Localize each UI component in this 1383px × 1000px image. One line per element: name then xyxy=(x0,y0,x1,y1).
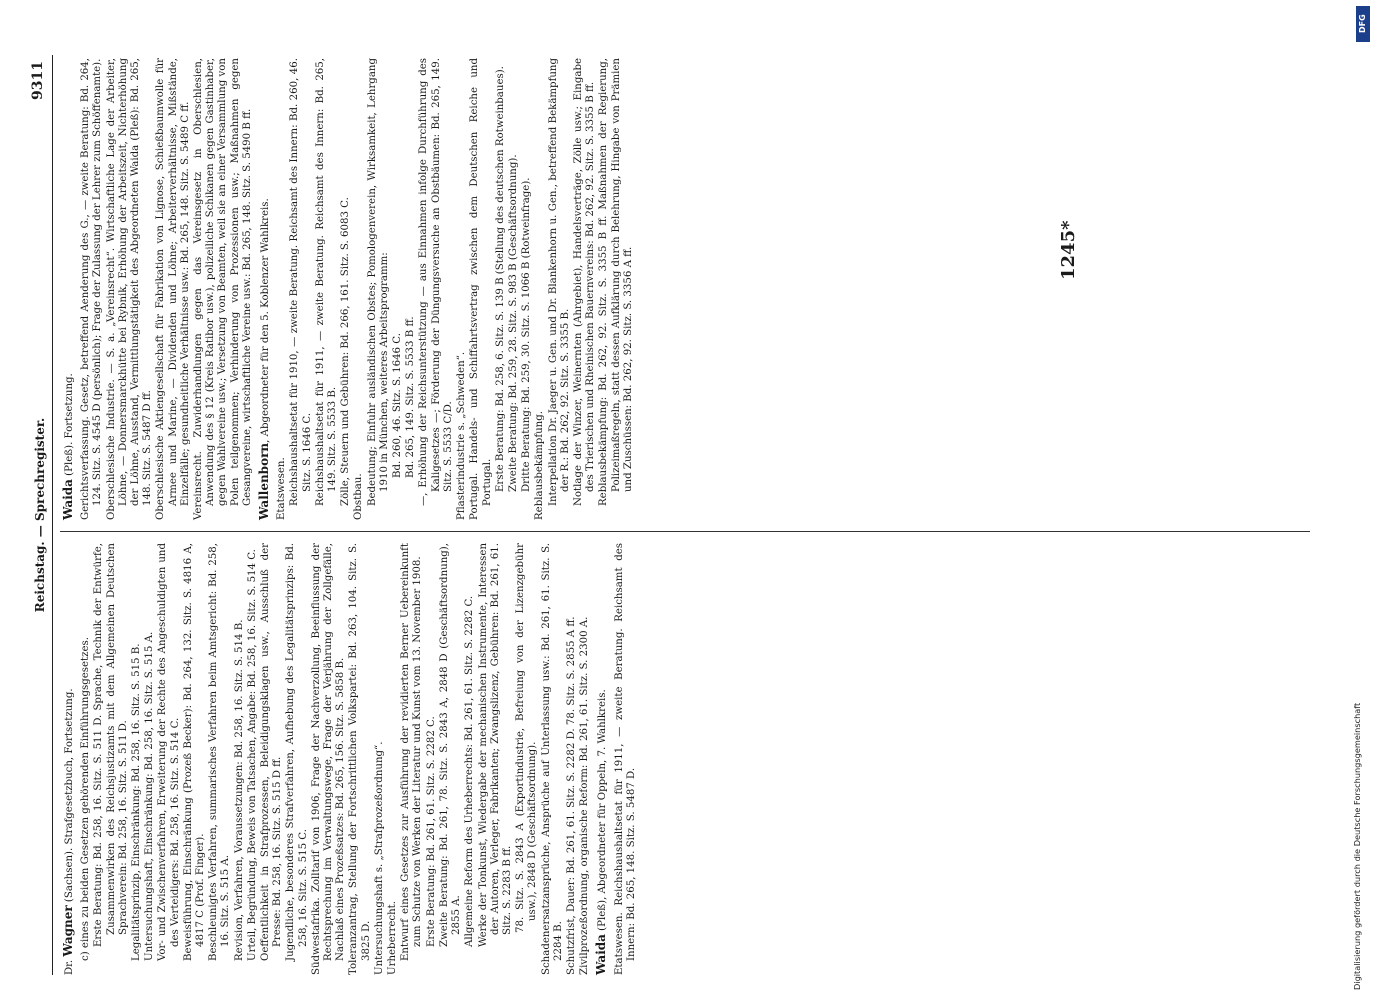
index-entry: Reichshaushaltsetat für 1911, — zweite Beratung. Reichsamt des Innern: Bd. 265, 149. Sitz. S. 5533 B. xyxy=(314,58,339,506)
speaker-name: Wagner xyxy=(61,905,75,957)
index-entry: Reblausbekämpfung: Bd. 262, 92. Sitz. S. 3355 B ff. Maßnahmen der Regierung, Polizeimaßregeln, statt dessen Aufklärung durch Belehrung, Hingabe von Prämien und Zuschüssen: Bd. 262, 92. Sitz. S. 3356 A ff. xyxy=(598,58,634,506)
index-entry: Untersuchungshaft s. „Strafprozeßordnung“. xyxy=(373,741,385,975)
index-entry: Oeffentlichkeit in Strafprozessen, Beleidigungsklagen usw., Ausschluß der Presse: Bd. 258, 16. Sitz. S. 515 D ff. xyxy=(260,543,284,961)
index-entry: Werke der Tonkunst, Wiedergabe der mechanischen Instrumente, Interessen der Autoren, Verleger, Fabrikanten; Zwangslizenz, Gebühren: Bd. 261, 61. Sitz. S. 2283 B ff. xyxy=(477,543,513,947)
page-title: Reichstag. — Sprechregister. xyxy=(33,417,47,613)
speaker-heading-rest: (Sachsen). Strafgesetzbuch, Fortsetzung. xyxy=(64,688,75,903)
index-entry: Urteil, Begründung, Beweis von Tatsachen, Angabe: Bd. 258, 16. Sitz. S. 514 C. xyxy=(246,549,258,961)
running-head xyxy=(30,55,53,975)
dfg-logo: DFG xyxy=(1356,6,1370,42)
index-entry: Bedeutung; Einfuhr ausländischen Obstes; Pomologenverein, Wirksamkeit, Lehrgang 1910 in München, weiteres Arbeitsprogramm: xyxy=(366,58,390,506)
entry-list xyxy=(276,58,635,520)
speaker-heading xyxy=(595,543,609,975)
index-entry: Schadenersatzansprüche, Ansprüche auf Unterlassung usw.: Bd. 261, 61. Sitz. S. 2284 B. xyxy=(540,543,564,975)
index-entry: Portugal. Handels- und Schiffahrtsvertrag zwischen dem Deutschen Reiche und Portugal. xyxy=(469,58,493,520)
speaker-name: Wallenborn xyxy=(257,442,272,520)
index-entry: Obstbau. xyxy=(353,473,365,520)
index-entry: —, Erhöhung der Reichsunterstützung — aus Einnahmen infolge Durchführung des Kaligesetzes —; Förderung der Düngungsversuche an Obstbäumen: Bd. 265, 149. Sitz. S. 5533 C/D. xyxy=(418,58,454,506)
index-entry: Jugendliche, besonderes Strafverfahren, Aufhebung des Legalitätsprinzips: Bd. 258, 16. Sitz. S. 515 C. xyxy=(285,543,309,961)
index-entry: Notlage der Winzer, Weinernten (Ahrgebiet), Handelsverträge, Zölle usw.; Eingabe des Trierischen und Rheinischen Bauernvereins: Bd. 262, 92. Sitz. S. 3355 B ff. xyxy=(572,58,597,506)
page-number: 9311 xyxy=(30,61,46,100)
left-column xyxy=(62,543,639,975)
index-entry: Erste Beratung: Bd. 258, 6. Sitz. S. 139 B (Stellung des deutschen Rotweinbaues). xyxy=(494,66,506,492)
index-entry: Beschleunigtes Verfahren, summarisches Verfahren beim Amtsgericht: Bd. 258, 16. Sitz. S. 515 A. xyxy=(208,543,232,961)
index-entry: Urheberrecht. xyxy=(387,901,399,975)
digitization-note: Digitalisierung gefördert durch die Deutsche Forschungsgemeinschaft xyxy=(1352,702,1362,990)
index-entry: Zölle, Steuern und Gebühren: Bd. 266, 161. Sitz. S. 6083 C. xyxy=(340,197,352,506)
entry-list xyxy=(80,543,591,975)
speaker-title: Dr. xyxy=(64,959,75,975)
index-entry: Entwurf eines Gesetzes zur Ausführung der revidierten Berner Uebereinkunft zum Schutze von Werken der Literatur und Kunst vom 13. November 1908. xyxy=(400,543,424,961)
speaker-heading xyxy=(62,58,76,520)
index-entry: Allgemeine Reform des Urheberrechts: Bd. 261, 61. Sitz. S. 2282 C. xyxy=(464,595,476,947)
index-entry: Etatswesen. xyxy=(276,457,288,520)
speaker-heading-rest: (Pleß), Abgeordneter für Oppeln, 7. Wahlkreis. xyxy=(597,689,609,931)
index-entry: Schutzfrist, Dauer: Bd. 261, 61. Sitz. S. 2282 D. 78. Sitz. S. 2855 A ff. xyxy=(565,616,577,975)
index-entry: Toleranzantrag, Stellung der Fortschrittlichen Volkspartei: Bd. 263, 104. Sitz. S. 3825 D. xyxy=(348,543,372,975)
index-entry: Erste Beratung: Bd. 261, 61. Sitz. S. 2282 C. xyxy=(425,716,437,947)
speaker-heading-rest: (Pleß). Fortsetzung. xyxy=(64,373,75,476)
entry-list xyxy=(614,543,638,975)
speaker-name: Waida xyxy=(61,479,75,520)
index-entry: Erste Beratung: Bd. 258, 16. Sitz. S. 511 D. Sprache, Technik der Entwürfe, Zusammenwirken des Reichsjustizamts mit dem Allgemeinen Deutschen Sprachverein: Bd. 258, 16. Sitz. S. 511 D. xyxy=(93,543,129,947)
index-entry: Oberschlesische Industrie. — S. a. „Vereinsrecht“. Wirtschaftliche Lage der Arbeiter, Löhne, — Donnersmarckhütte bei Rybnik, Erhöhung der Arbeitszeit, Nichterhöhung der Löhne, Ausstand, Vermittlungstätigkeit des Abgeordneten Waida (Pleß): Bd. 265, 148. Sitz. S. 5487 D ff. xyxy=(105,58,154,520)
index-entry: Südwestafrika. Zolltarif von 1906, Frage der Nachverzollung, Beeinflussung der Rechtsprechung im Verwaltungswege, Frage der Verjährung der Zollgefälle, Nachlaß eines Prozeßsatzes: Bd. 265, 156. Sitz. S. 5858 B. xyxy=(310,543,347,975)
right-column xyxy=(62,58,636,520)
entry-list xyxy=(80,58,254,520)
index-entry: Gerichtsverfassung. Gesetz, betreffend Aenderung des G., — zweite Beratung: Bd. 264, 124. Sitz. S. 4545 D (persönlich); Frage der Zulassung der Lehrer zum Schöffenamte). xyxy=(80,58,104,520)
index-entry: Bd. 265, 149. Sitz. S. 5533 B ff. xyxy=(405,316,417,478)
index-entry: Etatswesen. Reichshaushaltsetat für 1911, — zweite Beratung. Reichsamt des Innern: Bd. 265, 148. Sitz. S. 5487 D. xyxy=(613,543,637,975)
index-entry: c) eines zu beiden Gesetzen gehörenden Einführungsgesetzes. xyxy=(80,636,92,961)
index-entry: Pflasterindustrie s. „Schweden“. xyxy=(456,351,468,520)
column-divider xyxy=(60,531,1310,532)
index-entry: Reblausbekämpfung. xyxy=(534,411,546,520)
index-entry: Dritte Beratung: Bd. 259, 30. Sitz. S. 1066 B (Rotweinfrage). xyxy=(521,177,533,492)
index-entry: Vor- und Zwischenverfahren, Erweiterung der Rechte des Angeschuldigten und des Verteidigers: Bd. 258, 16. Sitz. S. 514 C. xyxy=(157,543,181,961)
rotated-page xyxy=(30,55,1330,975)
speaker-heading-rest: , Abgeordneter für den 5. Koblenzer Wahlkreis. xyxy=(260,198,272,443)
index-entry: 78. Sitz. S. 2843 A (Exportindustrie, Befreiung von der Lizenzgebühr usw.), 2848 D (Geschäftsordnung). xyxy=(515,543,539,933)
index-entry: Untersuchungshaft, Einschränkung: Bd. 258, 16. Sitz. S. 515 A. xyxy=(144,631,156,961)
speaker-name: Waida xyxy=(594,934,609,975)
index-entry: Zweite Beratung: Bd. 259, 28. Sitz. S. 983 B (Geschäftsordnung). xyxy=(507,154,519,492)
index-entry: Oberschlesische Aktiengesellschaft für Fabrikation von Lignose, Schießbaumwolle für Armee und Marine, — Dividenden und Löhne; Arbeiterverhältnisse, Mißstände, Einzelfälle; gesundheitliche Verhältnisse usw.: Bd. 265, 148. Sitz. S. 5489 C ff. xyxy=(155,58,191,520)
index-entry: Zivilprozeßordnung, organische Reform: Bd. 261, 61. Sitz. S. 2300 A. xyxy=(579,616,591,975)
index-entry: Vereinsrecht. Zuwiderhandlungen gegen das Vereinsgesetz in Oberschlesien, Anwendung des § 12 (Kreis Ratibor usw.), polizeiliche Schikanen gegen Gastinhaber, gegen Wahlvereine usw.; Versetzung von Beamten, weil sie an einer Versammlung von Polen teilgenommen; Verhinderung von Prozessionen usw.; Maßnahmen gegen Gesangvereine, wirtschaftliche Vereine usw.: Bd. 265, 148. Sitz. S. 5490 B ff. xyxy=(193,58,253,520)
index-entry: Legalitätsprinzip, Einschränkung: Bd. 258, 16. Sitz. S. 515 B. xyxy=(131,643,143,961)
index-entry: Interpellation Dr. Jaeger u. Gen. und Dr. Blankenhorn u. Gen., betreffend Bekämpfung der R.: Bd. 262, 92. Sitz. S. 3355 B. xyxy=(547,58,571,506)
index-entry: Bd. 260, 46. Sitz. S. 1646 C. xyxy=(392,333,404,478)
signature-mark: 1245* xyxy=(1058,220,1079,280)
index-entry: Revision, Verfahren, Voraussetzungen: Bd. 258, 16. Sitz. S. 514 B. xyxy=(233,619,245,961)
speaker-heading xyxy=(258,58,272,520)
index-entry: Zweite Beratung: Bd. 261, 78. Sitz. S. 2843 A, 2848 D (Geschäftsordnung), 2855 A. xyxy=(438,543,463,947)
speaker-heading xyxy=(62,543,76,975)
index-entry: Reichshaushaltsetat für 1910, — zweite Beratung. Reichsamt des Innern: Bd. 260, 46. Sitz. S. 1646 C. xyxy=(289,58,313,506)
index-entry: Beweisführung, Einschränkung (Prozeß Becker): Bd. 264, 132. Sitz. S. 4816 A, 4817 C (Prof. Finger). xyxy=(182,543,207,961)
